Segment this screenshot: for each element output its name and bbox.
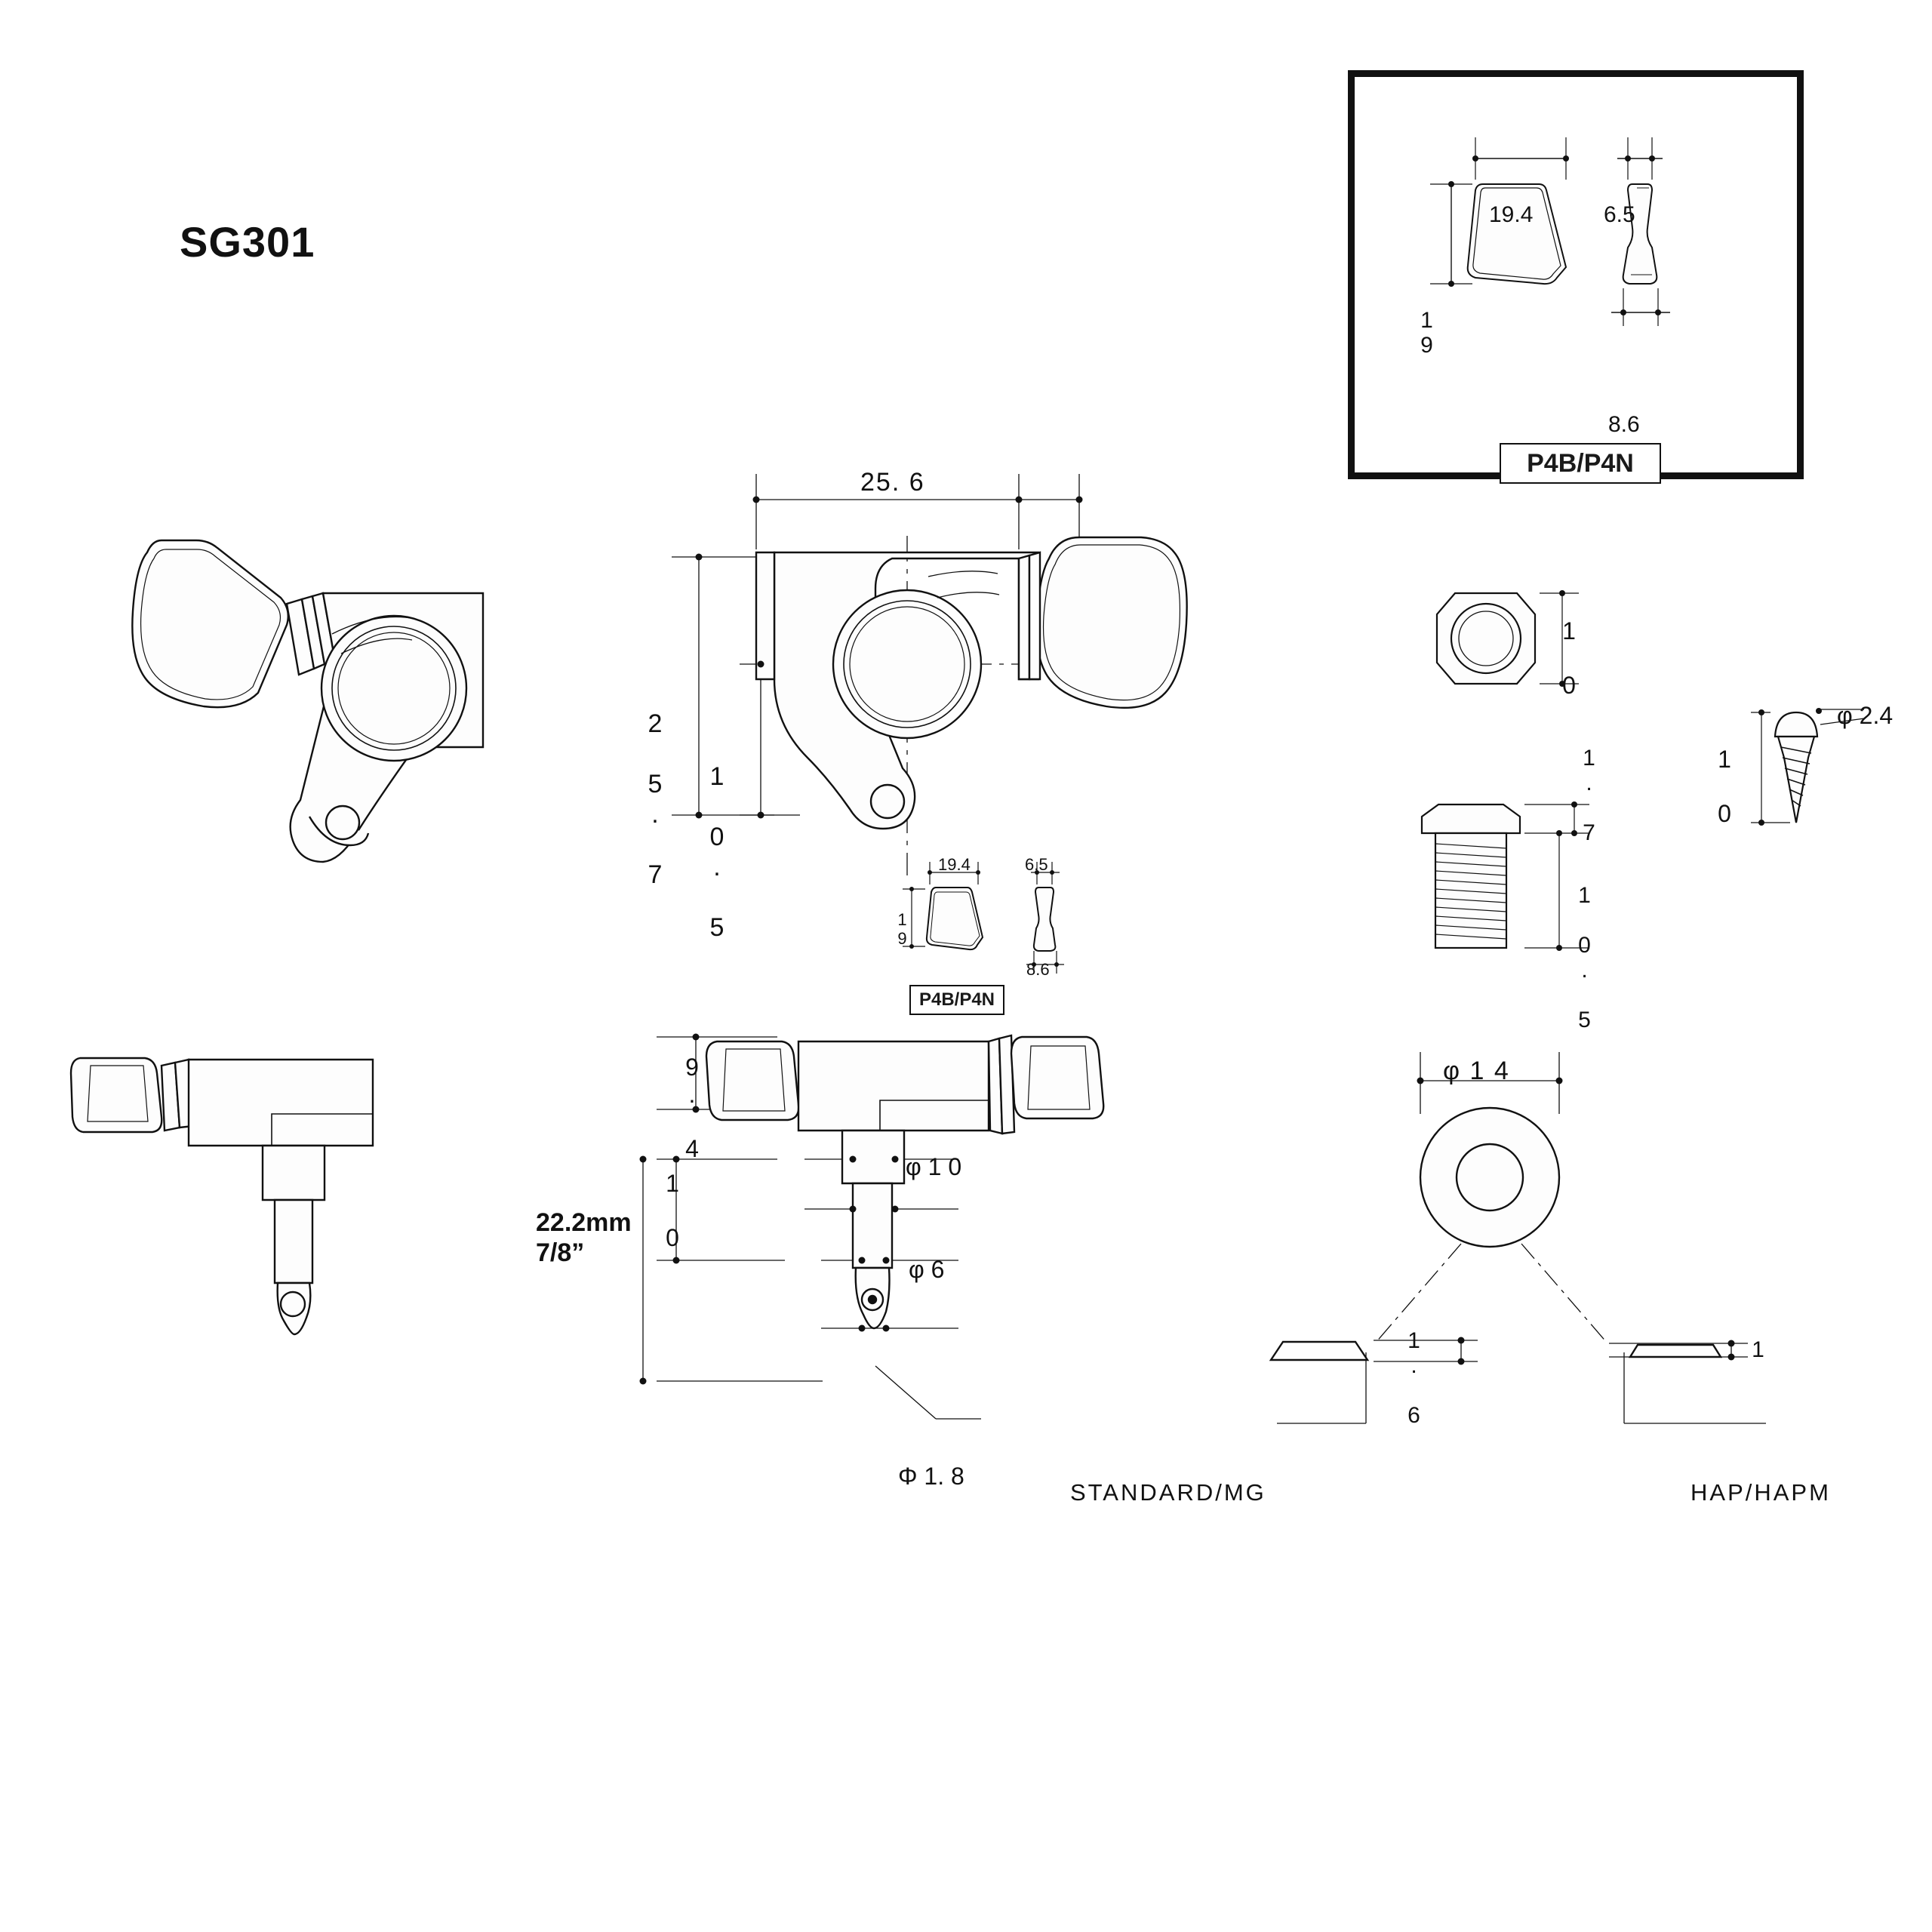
post-height-note-line1: 22.2mm xyxy=(536,1208,632,1237)
bushing-flange-dim: 1. 7 xyxy=(1577,746,1601,845)
tuner-side-view-dimensioned xyxy=(626,1011,1245,1479)
screw-length-dim: 1 0 xyxy=(1711,746,1738,827)
button-dim-side-top: 6.5 xyxy=(1025,855,1048,874)
button-dim-height: 19 xyxy=(893,910,912,948)
inset-dim-side-bottom: 8.6 xyxy=(1608,412,1640,437)
tuner-side-view xyxy=(60,1019,558,1411)
nut-height-dim: 1 0 xyxy=(1555,617,1583,699)
inset-callout-frame xyxy=(1348,70,1804,479)
dim-hole-dia: Φ 1. 8 xyxy=(898,1463,964,1490)
tuner-perspective-view xyxy=(60,521,543,913)
dim-shaft-dia: φ 6 xyxy=(909,1256,945,1283)
dim-post-height: 9. 4 xyxy=(678,1054,706,1162)
button-part-label: P4B/P4N xyxy=(909,985,1004,1015)
screw-head-dia-dim: φ 2.4 xyxy=(1837,702,1894,729)
dim-top-width: 25. 6 xyxy=(860,468,925,497)
dim-post-dia: φ 1 0 xyxy=(906,1153,962,1180)
button-dim-width: 19.4 xyxy=(938,855,971,874)
dim-top-offset: 1 0. 5 xyxy=(703,762,731,943)
washer-legend-standard: STANDARD/MG xyxy=(1070,1479,1266,1506)
post-height-note-line2: 7/8” xyxy=(536,1238,585,1268)
washer-outer-dia-dim: φ 1 4 xyxy=(1443,1057,1510,1085)
washer-thickness-standard-dim: 1. 6 xyxy=(1401,1328,1426,1428)
post-height-note xyxy=(536,1208,632,1268)
washer-thickness-hap-dim: 1 xyxy=(1746,1337,1770,1362)
dim-body-height: 1 0 xyxy=(659,1170,686,1251)
dim-top-height: 2 5. 7 xyxy=(641,709,669,891)
bushing-thread-dim: 1 0. 5 xyxy=(1572,883,1597,1032)
inset-part-label: P4B/P4N xyxy=(1500,443,1661,484)
page-title: SG301 xyxy=(180,218,315,266)
bushing-side-view xyxy=(1404,800,1645,989)
inset-dim-side-top: 6.5 xyxy=(1604,202,1635,227)
washer-legend-hap: HAP/HAPM xyxy=(1690,1479,1831,1506)
button-dim-side-bottom: 8.6 xyxy=(1026,960,1050,979)
inset-dim-width: 19.4 xyxy=(1489,202,1534,227)
inset-drawing xyxy=(1355,77,1797,472)
washer-drawings xyxy=(1238,1041,1902,1509)
inset-dim-height: 19 xyxy=(1414,308,1439,358)
